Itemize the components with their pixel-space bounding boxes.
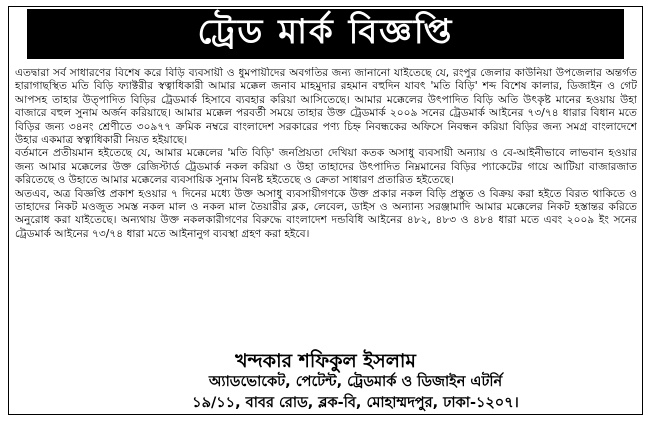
signatory-designation: অ্যাডভোকেট, পেটেন্ট, ট্রেডমার্ক ও ডিজাইন এটর্নি — [208, 374, 503, 390]
body-paragraph-3: অতএব, অত্র বিজ্ঞপ্তি প্রকাশ হওয়ার ৭ দিনের মধ্যে উক্ত অসাধু ব্যবসায়ীগণকে উক্ত প্রকার নকল বিড়ি প্রস্তুত ও বিক্রয় করা হইতে বিরত থাকিতে ও তাহাদের নিকট মওজুত সমস্ত নকল মাল ও নকল মাল তৈয়ারীর ব্লক, লেবেল, ডাইস ও অন্যান্য সরঞ্জামাদি আমার মক্কেলের নিকট হস্তান্তর করিতে অনুরোধ করা যাইতেছে। অন্যথায় উক্ত নকলকারীগণের বিরুদ্ধে বাংলাদেশ দন্ডবিধি আইনের ৪৮২, ৪৮৩ ও ৪৮৪ ধারা মতে এবং ২০০৯ ইং সনের ট্রেডমার্ক আইনের ৭৩/৭৪ ধারা মতে আইনানুগ ব্যবস্থা গ্রহণ করা হইবে। — [15, 187, 637, 240]
body-paragraph-1: এতদ্বারা সর্ব সাধারণের বিশেষ করে বিড়ি ব্যবসায়ী ও ধুমপায়ীদের অবগতির জন্য জানানো যাইতেছে যে, রংপুর জেলার কাউনিয়া উপজেলার অন্তর্গত হারাগাছস্থিত মতি বিড়ি ফ্যাক্টরীর স্বত্বাধিকারী আমার মক্কেল জনাব মাহমুদার রহমান বহুদিন যাবৎ 'মতি বিড়ি' শব্দ বিশেষ কালার, ডিজাইন ও গেট আপসহ তাহার উত্পাদিত বিড়ির ট্রেডমার্ক হিসাবে ব্যবহার করিয়া আসিতেছে। আমার মক্কেলের উৎপাদিত বিড়ি অতি উৎকৃষ্ট মানের হওয়ায় উহা বাজারে বহুল সুনাম অর্জন করিয়াছে। আমার মক্কেল পরবর্তী সময়ে তাহার উক্ত ট্রেডমার্ক ২০০৯ সনের ট্রেডমার্ক আইনের ৭৩/৭৪ ধারার বিধান মতে বিড়ির জন্য ৩৪নং শ্রেণীতে ৩০৯৭৭ ক্রমিক নম্বরে বাংলাদেশ সরকারের পণ্য চিহ্ন নিবন্ধকের অফিসে নিবন্ধন করিয়া বিড়ির জন্য সমগ্র বাংলাদেশে উহার একমাত্র স্বত্বাধিকারী নিয়ত হইয়াছে। — [15, 67, 637, 147]
trademark-notice — [8, 6, 643, 415]
title-banner — [27, 9, 624, 59]
signatory-name: খন্দকার শফিকুল ইসলাম — [235, 350, 416, 372]
body-paragraph-2: বর্তমানে প্রতীয়মান হইতেছে যে, আমার মক্কেলের 'মতি বিড়ি' জনপ্রিয়তা দেখিয়া কতক অসাধু ব্যবসায়ী অন্যায় ও বে-আইনীভাবে লাভবান হওয়ার জন্য আমার মক্কেলের উক্ত রেজিস্টার্ড ট্রেডমার্ক নকল করিয়া ও উহা তাহাদের উৎপাদিত নিম্নমানের বিড়ির প্যাকেটের গায়ে আটিয়া বাজারজাত করিতেছে ও উহাতে আমার মক্কেলের ব্যবসায়িক সুনাম বিনষ্ট হইতেছে ও ক্রেতা সাধারণ প্রতারিত হইতেছে। — [15, 147, 637, 187]
signatory-address: ১৯/১১, বাবর রোড, ব্লক-বি, মোহাম্মদপুর, ঢাকা-১২০৭। — [192, 395, 519, 411]
notice-title: ট্রেড মার্ক বিজ্ঞপ্তি — [197, 11, 454, 52]
notice-body — [15, 67, 637, 343]
